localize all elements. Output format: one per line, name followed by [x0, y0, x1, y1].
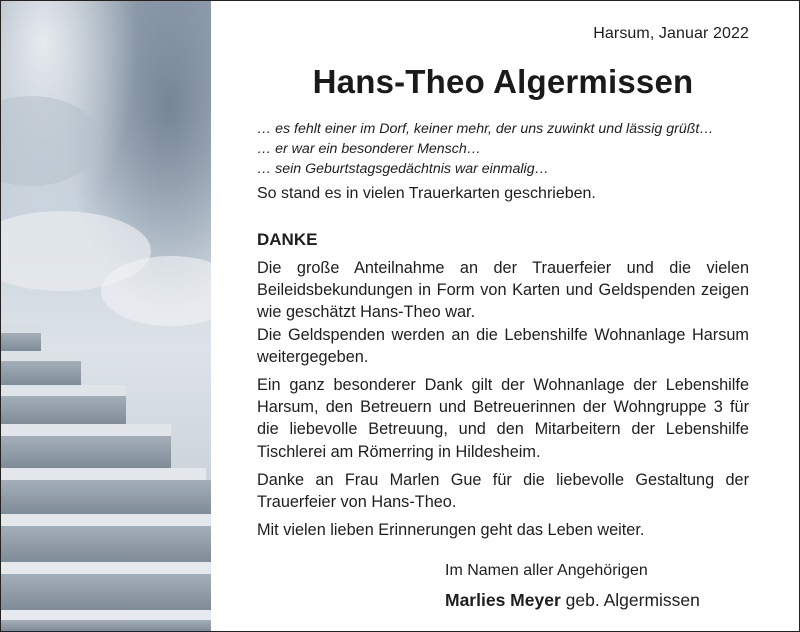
closing-line: Im Namen aller Angehörigen	[445, 562, 648, 579]
paragraph: Die große Anteilnahme an der Trauerfeier und die vielen Beileidsbekundungen in Form von Karten und Geldspenden zeigen wie geschätzt Hans-Theo war.	[257, 259, 749, 322]
quote-block	[257, 119, 757, 179]
subtitle: So stand es in vielen Trauerkarten geschrieben.	[257, 185, 596, 202]
danke-heading: DANKE	[257, 230, 318, 249]
paragraph: Danke an Frau Marlen Gue für die liebevolle Gestaltung der Trauerfeier von Hans-Theo.	[257, 470, 749, 512]
signer-name: Marlies Meyer	[445, 590, 561, 610]
stairs-clouds-photo	[1, 1, 211, 631]
signer-suffix: geb. Algermissen	[565, 590, 700, 610]
signer	[445, 590, 700, 611]
quote-line: … es fehlt einer im Dorf, keiner mehr, der uns zuwinkt und lässig grüßt…	[257, 121, 714, 137]
paragraph: Ein ganz besonderer Dank gilt der Wohnanlage der Lebenshilfe Harsum, den Betreuern und Betreuerinnen der Wohngruppe 3 für die liebevolle Betreuung, und den Mitarbeitern der Lebenshilfe Tischlerei am Römerring in Hildesheim.	[257, 376, 749, 461]
paragraph: Die Geldspenden werden an die Lebenshilfe Wohnanlage Harsum weitergegeben.	[257, 325, 749, 366]
stairs-clouds-image	[1, 1, 211, 631]
quote-line: … sein Geburtstagsgedächtnis war einmalig…	[257, 161, 549, 177]
place-date: Harsum, Januar 2022	[593, 25, 749, 42]
quote-line: … er war ein besonderer Mensch…	[257, 141, 481, 157]
paragraph: Mit vielen lieben Erinnerungen geht das Leben weiter.	[257, 521, 645, 540]
deceased-name: Hans-Theo Algermissen	[312, 63, 694, 100]
obituary-text	[257, 1, 749, 631]
body-text	[257, 257, 749, 541]
